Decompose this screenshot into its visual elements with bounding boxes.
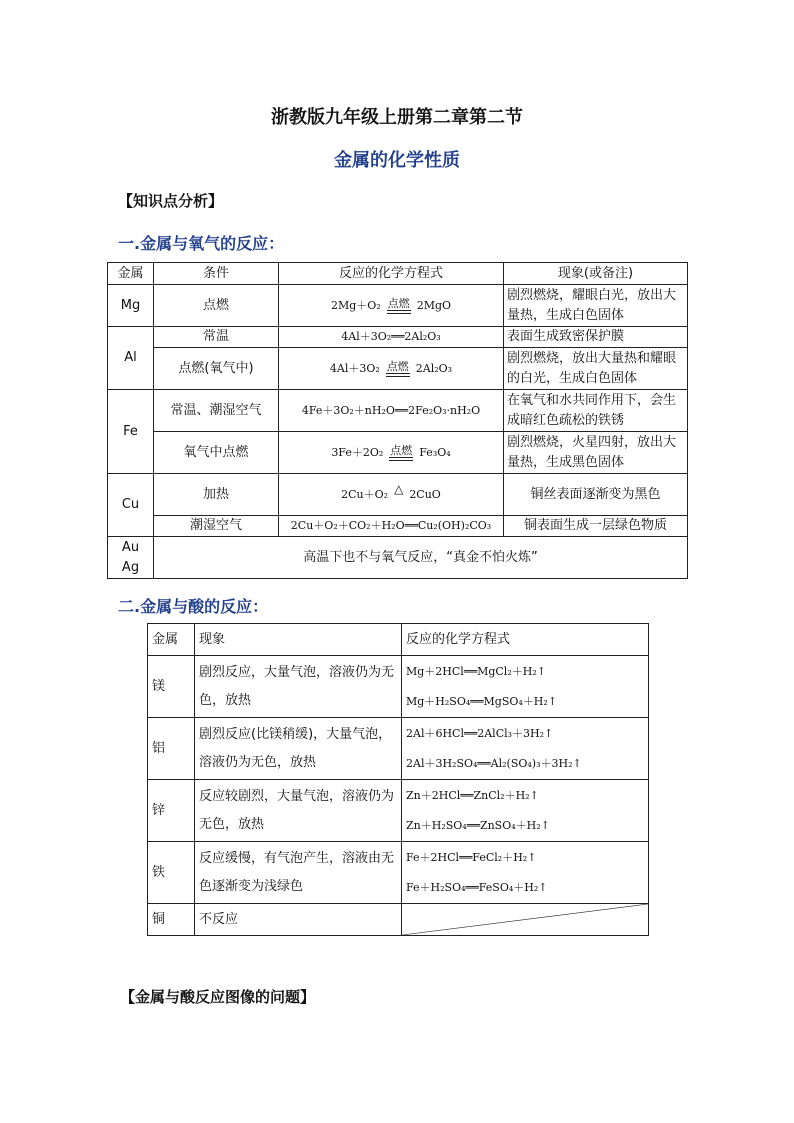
phenomenon-cell: 反应缓慢，有气泡产生，溶液由无色逐渐变为浅绿色 bbox=[195, 842, 402, 904]
header-cell: 金属 bbox=[148, 624, 195, 656]
metal-cell: Al bbox=[108, 327, 154, 390]
equation-hcl: Zn＋2HCl══ZnCl₂＋H₂↑ bbox=[406, 788, 539, 802]
equation-cell bbox=[279, 432, 504, 474]
condition-cell: 加热 bbox=[154, 474, 279, 516]
table-header-row bbox=[108, 263, 688, 285]
table-row bbox=[108, 474, 688, 516]
section2-title: 二.金属与酸的反应： bbox=[118, 597, 269, 616]
equation-hcl: Fe＋2HCl══FeCl₂＋H₂↑ bbox=[406, 850, 537, 864]
equation-cell bbox=[402, 780, 649, 842]
table-row bbox=[108, 327, 688, 348]
table-row bbox=[108, 285, 688, 327]
section1-title: 一.金属与氧气的反应： bbox=[118, 234, 285, 253]
metal-cell: Cu bbox=[108, 474, 154, 537]
condition-cell: 氧气中点燃 bbox=[154, 432, 279, 474]
phenomenon-cell: 剧烈反应，大量气泡，溶液仍为无色，放热 bbox=[195, 656, 402, 718]
table-row bbox=[148, 842, 649, 904]
equals-sign bbox=[389, 457, 413, 461]
phenomenon-cell: 剧烈燃烧，耀眼白光，放出大量热，生成白色固体 bbox=[504, 285, 688, 327]
table-row bbox=[108, 537, 688, 579]
equation-h2so4: Mg＋H₂SO₄══MgSO₄＋H₂↑ bbox=[406, 694, 558, 708]
equation-cell: 4Fe＋3O₂＋nH₂O══2Fe₂O₃·nH₂O bbox=[279, 390, 504, 432]
equals-sign bbox=[386, 373, 410, 377]
phenomenon-cell: 不反应 bbox=[195, 904, 402, 936]
metal-cell: 铁 bbox=[148, 842, 195, 904]
reaction-condition bbox=[386, 361, 410, 377]
table-row bbox=[108, 348, 688, 390]
table-row bbox=[148, 780, 649, 842]
empty-diagonal-cell bbox=[402, 904, 649, 936]
knowledge-tag: 【知识点分析】 bbox=[118, 192, 224, 210]
heat-triangle-icon: △ bbox=[394, 481, 404, 496]
condition-text: 点燃 bbox=[386, 359, 409, 373]
table-row bbox=[148, 904, 649, 936]
metal-cell: 锌 bbox=[148, 780, 195, 842]
eq-right: 2Al₂O₃ bbox=[415, 361, 453, 375]
phenomenon-cell: 表面生成致密保护膜 bbox=[504, 327, 688, 348]
table-row bbox=[108, 432, 688, 474]
header-cell: 现象(或备注) bbox=[504, 263, 688, 285]
eq-right: 2MgO bbox=[416, 298, 452, 312]
metal-cell: 镁 bbox=[148, 656, 195, 718]
condition-cell: 常温、潮湿空气 bbox=[154, 390, 279, 432]
equation-h2so4: Zn＋H₂SO₄══ZnSO₄＋H₂↑ bbox=[406, 818, 550, 832]
phenomenon-cell: 剧烈反应(比镁稍缓)，大量气泡，溶液仍为无色，放热 bbox=[195, 718, 402, 780]
header-cell: 反应的化学方程式 bbox=[279, 263, 504, 285]
oxygen-reaction-table bbox=[107, 262, 688, 579]
equation-h2so4: Fe＋H₂SO₄══FeSO₄＋H₂↑ bbox=[406, 880, 548, 894]
equation-cell bbox=[279, 348, 504, 390]
doc-subtitle: 金属的化学性质 bbox=[334, 150, 460, 171]
condition-cell: 点燃 bbox=[154, 285, 279, 327]
header-cell: 反应的化学方程式 bbox=[402, 624, 649, 656]
diagonal-line bbox=[402, 904, 648, 935]
equation-h2so4: 2Al＋3H₂SO₄══Al₂(SO₄)₃＋3H₂↑ bbox=[406, 756, 582, 770]
table-row bbox=[108, 516, 688, 537]
metal-au: Au bbox=[121, 539, 140, 555]
header-cell: 金属 bbox=[108, 263, 154, 285]
acid-reaction-table bbox=[147, 623, 649, 936]
phenomenon-cell: 剧烈燃烧，放出大量热和耀眼的白光，生成白色固体 bbox=[504, 348, 688, 390]
table-row bbox=[148, 656, 649, 718]
doc-title: 浙教版九年级上册第二章第二节 bbox=[271, 107, 523, 128]
metal-cell bbox=[108, 537, 154, 579]
header-cell: 条件 bbox=[154, 263, 279, 285]
condition-cell: 潮湿空气 bbox=[154, 516, 279, 537]
metal-cell: Fe bbox=[108, 390, 154, 474]
reaction-condition bbox=[389, 445, 413, 461]
eq-right: Fe₃O₄ bbox=[419, 445, 451, 459]
equation-cell bbox=[402, 718, 649, 780]
equation-cell bbox=[279, 285, 504, 327]
table-header-row bbox=[148, 624, 649, 656]
metal-cell: 铝 bbox=[148, 718, 195, 780]
eq-left: 4Al＋3O₂ bbox=[329, 361, 380, 375]
condition-cell: 常温 bbox=[154, 327, 279, 348]
image-problem-tag: 【金属与酸反应图像的问题】 bbox=[120, 988, 316, 1006]
eq-right: 2CuO bbox=[409, 487, 441, 501]
reaction-condition bbox=[387, 298, 411, 314]
note-cell: 高温下也不与氧气反应，“真金不怕火炼” bbox=[154, 537, 688, 579]
table-row bbox=[108, 390, 688, 432]
phenomenon-cell: 反应较剧烈，大量气泡，溶液仍为无色，放热 bbox=[195, 780, 402, 842]
condition-text: 点燃 bbox=[387, 296, 410, 310]
condition-cell: 点燃(氧气中) bbox=[154, 348, 279, 390]
header-cell: 现象 bbox=[195, 624, 402, 656]
condition-text: 点燃 bbox=[390, 443, 413, 457]
eq-left: 2Cu＋O₂ bbox=[341, 487, 389, 501]
table-row bbox=[148, 718, 649, 780]
equation-cell: 4Al＋3O₂══2Al₂O₃ bbox=[279, 327, 504, 348]
eq-left: 3Fe＋2O₂ bbox=[331, 445, 384, 459]
equals-sign bbox=[387, 310, 411, 314]
metal-ag: Ag bbox=[121, 559, 140, 575]
metal-cell: 铜 bbox=[148, 904, 195, 936]
phenomenon-cell: 剧烈燃烧，火星四射，放出大量热，生成黑色固体 bbox=[504, 432, 688, 474]
equation-cell bbox=[279, 474, 504, 516]
equation-hcl: 2Al＋6HCl══2AlCl₃＋3H₂↑ bbox=[406, 726, 554, 740]
eq-left: 2Mg＋O₂ bbox=[330, 298, 381, 312]
equation-cell: 2Cu＋O₂＋CO₂＋H₂O══Cu₂(OH)₂CO₃ bbox=[279, 516, 504, 537]
phenomenon-cell: 铜表面生成一层绿色物质 bbox=[504, 516, 688, 537]
equation-cell bbox=[402, 842, 649, 904]
equation-cell bbox=[402, 656, 649, 718]
phenomenon-cell: 铜丝表面逐渐变为黑色 bbox=[504, 474, 688, 516]
phenomenon-cell: 在氧气和水共同作用下，会生成暗红色疏松的铁锈 bbox=[504, 390, 688, 432]
equation-hcl: Mg＋2HCl══MgCl₂＋H₂↑ bbox=[406, 664, 546, 678]
metal-cell: Mg bbox=[108, 285, 154, 327]
